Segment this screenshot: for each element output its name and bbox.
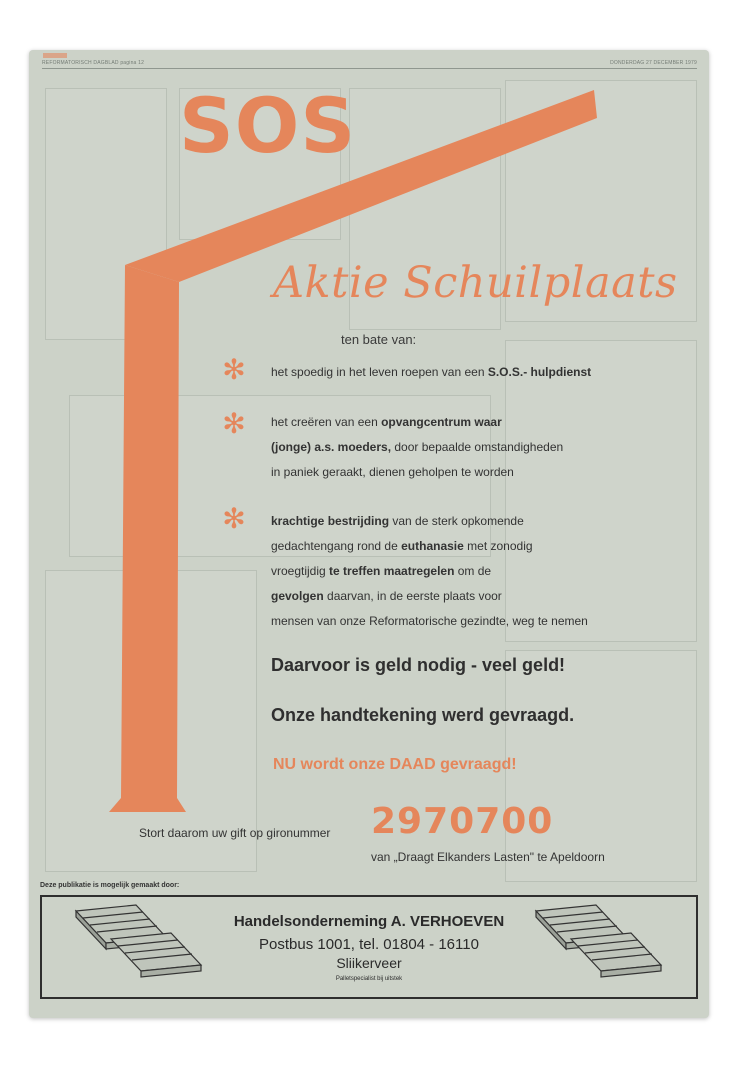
- aktie-subtitle: Aktie Schuilplaats: [273, 258, 678, 308]
- sponsor-tagline: Palletspecialist bij uitstek: [335, 976, 403, 982]
- item-3-line-3: vroegtijdig te treffen maatregelen om de: [271, 564, 492, 578]
- asterisk-icon: ✻: [222, 353, 246, 386]
- sos-heading: SOS: [179, 81, 357, 170]
- statement-geld: Daarvoor is geld nodig - veel geld!: [271, 655, 566, 675]
- sponsor-address: Postbus 1001, tel. 01804 - 16110: [259, 936, 479, 953]
- header-right: DONDERDAG 27 DECEMBER 1979: [610, 60, 697, 66]
- item-3-line-4: gevolgen daarvan, in de eerste plaats voor: [271, 589, 502, 603]
- item-3-line-5: mensen van onze Reformatorische gezindte, weg te nemen: [271, 614, 588, 628]
- sponsor-box: [40, 895, 698, 999]
- sponsor-city: Sliikerveer: [336, 955, 402, 971]
- newspaper-page: [29, 50, 709, 1018]
- asterisk-icon: ✻: [222, 407, 246, 440]
- intro-text: ten bate van:: [341, 332, 417, 347]
- item-1-line-1: het spoedig in het leven roepen van een S.O.S.- hulpdienst: [271, 365, 592, 379]
- item-2-line-2: (jonge) a.s. moeders, door bepaalde omstandigheden: [271, 440, 564, 454]
- header-left: REFORMATORISCH DAGBLAD pagina 12: [42, 60, 145, 66]
- item-2-line-3: in paniek geraakt, dienen geholpen te worden: [271, 465, 514, 479]
- giro-number: 2970700: [371, 801, 554, 842]
- item-2-line-1: het creëren van een opvangcentrum waar: [271, 415, 502, 429]
- sponsor-name: Handelsonderneming A. VERHOEVEN: [233, 913, 505, 930]
- statement-handtekening: Onze handtekening werd gevraagd.: [271, 705, 575, 725]
- asterisk-icon: ✻: [222, 502, 246, 535]
- statement-daad: NU wordt onze DAAD gevraagd!: [273, 756, 517, 773]
- shelter-roof-graphic: [29, 50, 709, 1018]
- giro-prefix: Stort daarom uw gift op gironummer: [139, 826, 331, 840]
- item-3-line-1: krachtige bestrijding van de sterk opkomende: [271, 514, 524, 528]
- giro-suffix: van „Draagt Elkanders Lasten" te Apeldoorn: [371, 850, 605, 864]
- item-3-line-2: gedachtengang rond de euthanasie met zonodig: [271, 539, 533, 553]
- sponsor-credit: Deze publikatie is mogelijk gemaakt door:: [40, 882, 180, 889]
